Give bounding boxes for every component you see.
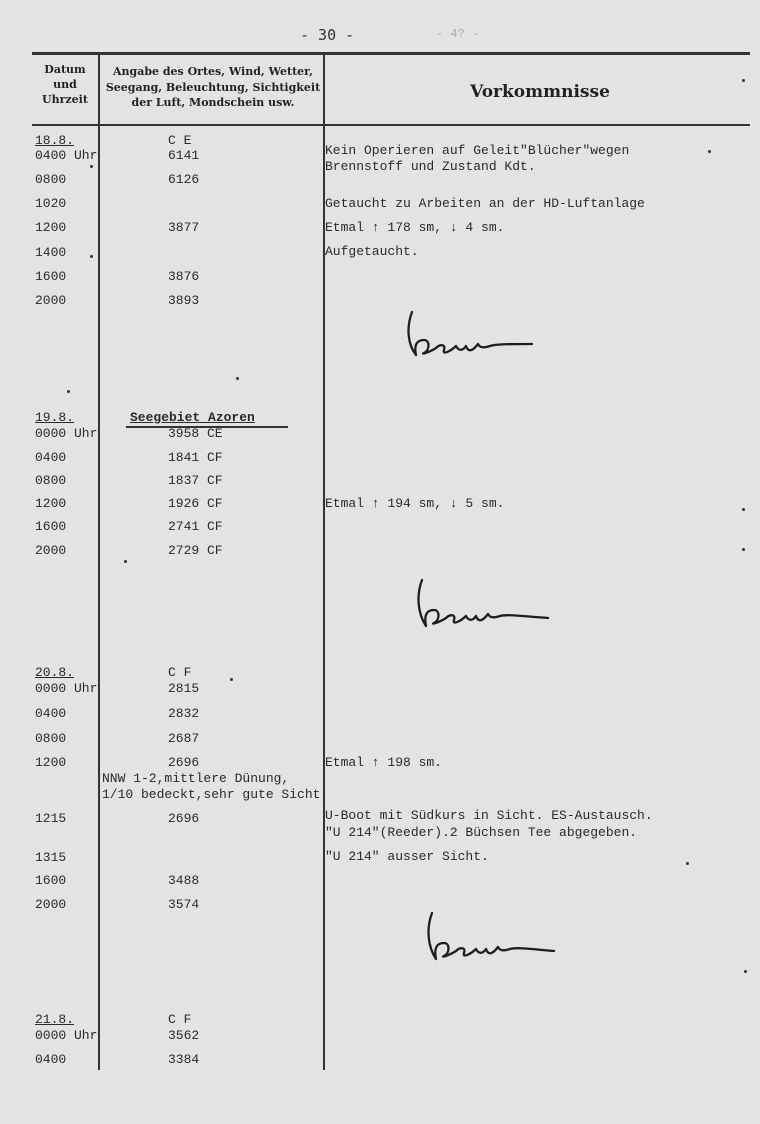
log-time: 0000 Uhr [35, 681, 98, 696]
log-time: 1600 [35, 873, 67, 888]
header-date-time [32, 62, 98, 107]
log-time: 1200 [35, 220, 67, 235]
ink-dot [686, 862, 689, 865]
header-bottom-rule [32, 124, 750, 126]
weather-note: NNW 1-2,mittlere Dünung, [102, 771, 290, 786]
log-time: 0400 [35, 450, 67, 465]
log-event: Etmal ↑ 178 sm, ↓ 4 sm. [325, 220, 505, 235]
header-datum: Datum [44, 63, 86, 76]
log-time: 0800 [35, 731, 67, 746]
header-uhrzeit: Uhrzeit [42, 93, 88, 106]
log-time: 1600 [35, 519, 67, 534]
ink-dot [742, 79, 745, 82]
log-event: "U 214" ausser Sicht. [325, 849, 489, 864]
log-position: 3574 [168, 897, 200, 912]
date-label: 18.8. [35, 133, 75, 148]
log-time: 2000 [35, 897, 67, 912]
log-event: U-Boot mit Südkurs in Sicht. ES-Austausch. [325, 808, 653, 823]
date-label: 20.8. [35, 665, 75, 680]
log-position: 3562 [168, 1028, 200, 1043]
log-position: 2687 [168, 731, 200, 746]
log-time: 1600 [35, 269, 67, 284]
ink-dot [124, 560, 127, 563]
position-header: C F [168, 665, 192, 680]
header-col2-line1: Angabe des Ortes, Wind, Wetter, [112, 65, 314, 78]
log-position: 2741 CF [168, 519, 223, 534]
log-position: 1841 CF [168, 450, 223, 465]
date-label: 21.8. [35, 1012, 75, 1027]
log-time: 0400 Uhr [35, 148, 98, 163]
log-position: 3488 [168, 873, 200, 888]
log-time: 0800 [35, 473, 67, 488]
position-header: Seegebiet Azoren [130, 410, 255, 425]
log-time: 2000 [35, 543, 67, 558]
position-header: C E [168, 133, 192, 148]
log-time: 2000 [35, 293, 67, 308]
log-position: 2815 [168, 681, 200, 696]
signature-loewe [420, 905, 565, 970]
log-time: 0000 Uhr [35, 1028, 98, 1043]
log-event: Aufgetaucht. [325, 244, 419, 259]
log-time: 1200 [35, 496, 67, 511]
log-position: 3384 [168, 1052, 200, 1067]
column-divider-1 [98, 55, 100, 1070]
log-position: 3877 [168, 220, 200, 235]
ink-dot [708, 150, 711, 153]
ink-dot [742, 548, 745, 551]
log-time: 1200 [35, 755, 67, 770]
log-position: 3876 [168, 269, 200, 284]
log-event: Getaucht zu Arbeiten an der HD-Luftanlage [325, 196, 645, 211]
page-number-faint: - 4? - [436, 27, 480, 41]
header-vorkommnisse: Vorkommnisse [470, 82, 610, 102]
log-position: 3893 [168, 293, 200, 308]
log-time: 1215 [35, 811, 67, 826]
page-number: - 30 - [300, 26, 355, 44]
log-position: 1926 CF [168, 496, 223, 511]
log-time: 0000 Uhr [35, 426, 98, 441]
log-event: Kein Operieren auf Geleit"Blücher"wegen [325, 143, 630, 158]
log-position: 2832 [168, 706, 200, 721]
ink-dot [742, 508, 745, 511]
log-position: 2729 CF [168, 543, 223, 558]
log-event: Brennstoff und Zustand Kdt. [325, 159, 536, 174]
log-time: 1315 [35, 850, 67, 865]
log-time: 0400 [35, 706, 67, 721]
log-time: 1400 [35, 245, 67, 260]
log-position: 2696 [168, 755, 200, 770]
position-header: C F [168, 1012, 192, 1027]
header-col2-line2: Seegang, Beleuchtung, Sichtigkeit [105, 80, 321, 94]
log-event: "U 214"(Reeder).2 Büchsen Tee abgegeben. [325, 825, 638, 840]
log-event: Etmal ↑ 194 sm, ↓ 5 sm. [325, 496, 505, 511]
header-col2-line3: der Luft, Mondschein usw. [131, 96, 295, 109]
log-event: Etmal ↑ 198 sm. [325, 755, 443, 770]
header-und: und [53, 78, 77, 91]
weather-note: 1/10 bedeckt,sehr gute Sicht. [102, 787, 329, 802]
signature-loewe [408, 572, 558, 637]
log-position: 2696 [168, 811, 200, 826]
date-label: 19.8. [35, 410, 75, 425]
ink-dot [67, 390, 70, 393]
log-time: 0800 [35, 172, 67, 187]
ink-dot [744, 970, 747, 973]
ink-dot [230, 678, 233, 681]
log-position: 3958 CE [168, 426, 223, 441]
ink-dot [236, 377, 239, 380]
log-position: 6126 [168, 172, 200, 187]
signature-loewe [400, 300, 545, 365]
log-time: 0400 [35, 1052, 67, 1067]
table-top-rule [32, 52, 750, 55]
header-location-weather [102, 64, 324, 111]
log-position: 6141 [168, 148, 200, 163]
ink-dot [90, 255, 93, 258]
log-time: 1020 [35, 196, 67, 211]
log-position: 1837 CF [168, 473, 223, 488]
ink-dot [90, 165, 93, 168]
